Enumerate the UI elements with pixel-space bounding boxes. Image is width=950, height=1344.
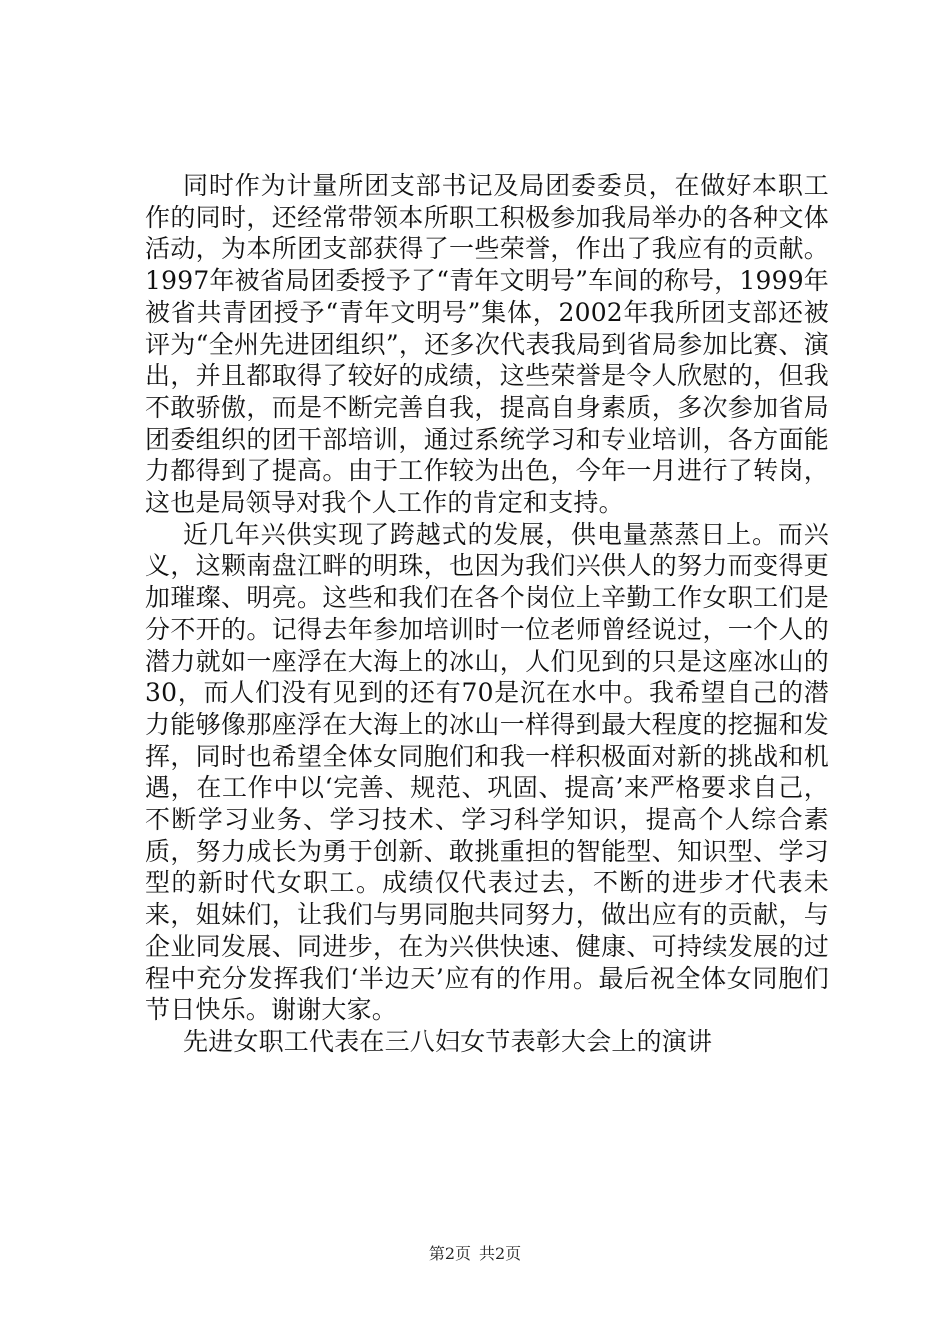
paragraph-development: 近几年兴供实现了跨越式的发展，供电量蒸蒸日上。而兴义，这颗南盘江畔的明珠，也因为我们兴供人的努力而变得更加璀璨、明亮。这些和我们在各个岗位上辛勤工作女职工们是分不开的。记得去年参加培训时一位老师曾经说过，一个人的潜力就如一座浮在大海上的冰山，人们见到的只是这座冰山的30，而人们没有见到的还有70是沉在水中。我希望自己的潜力能够像那座浮在大海上的冰山一样得到最大程度的挖掘和发挥，同时也希望全体女同胞们和我一样积极面对新的挑战和机遇，在工作中以‘完善、规范、巩固、提高’来严格要求自己，不断学习业务、学习技术、学习科学知识，提高个人综合素质，努力成长为勇于创新、敢挑重担的智能型、知识型、学习型的新时代女职工。成绩仅代表过去，不断的进步才代表未来，姐妹们，让我们与男同胞共同努力，做出应有的贡献，与企业同发展、同进步，在为兴供快速、健康、可持续发展的过程中充分发挥我们‘半边天’应有的作用。最后祝全体女同胞们节日快乐。谢谢大家。 (145, 519, 829, 1025)
paragraph-youth-league: 同时作为计量所团支部书记及局团委委员，在做好本职工作的同时，还经常带领本所职工积极参加我局举办的各种文体活动，为本所团支部获得了一些荣誉，作出了我应有的贡献。1997年被省局团委授予了“青年文明号”车间的称号，1999年被省共青团授予“青年文明号”集体，2002年我所团支部还被评为“全州先进团组织”，还多次代表我局到省局参加比赛、演出，并且都取得了较好的成绩，这些荣誉是令人欣慰的，但我不敢骄傲，而是不断完善自我，提高自身素质，多次参加省局团委组织的团干部培训，通过系统学习和专业培训，各方面能力都得到了提高。由于工作较为出色，今年一月进行了转岗，这也是局领导对我个人工作的肯定和支持。 (145, 171, 830, 518)
document-body (145, 170, 829, 1058)
total-pages: 共2页 (479, 1244, 522, 1263)
paragraph-speech-title: 先进女职工代表在三八妇女节表彰大会上的演讲 (183, 1026, 713, 1056)
page-number: 第2页 (428, 1244, 471, 1263)
page-footer (0, 1244, 950, 1264)
